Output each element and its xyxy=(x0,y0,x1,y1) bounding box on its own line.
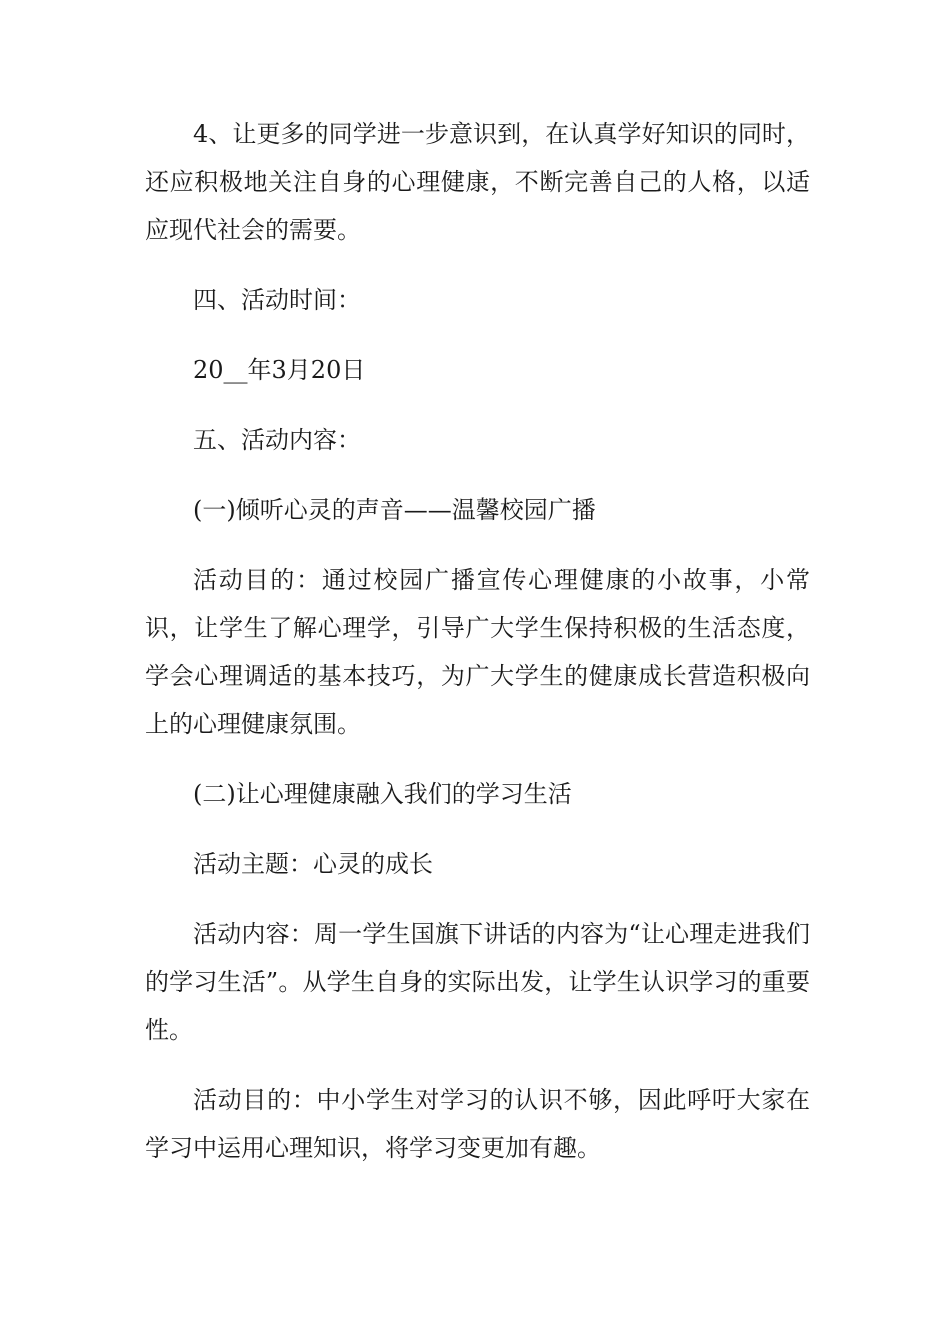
document-body xyxy=(145,110,810,1194)
subheading-campus-broadcast: (一)倾听心灵的声音——温馨校园广播 xyxy=(193,496,596,524)
paragraph-goal-4: 4、让更多的同学进一步意识到，在认真学好知识的同时，还应积极地关注自身的心理健康，不断完善自己的人格，以适应现代社会的需要。 xyxy=(145,120,810,244)
paragraph-broadcast-purpose: 活动目的：通过校园广播宣传心理健康的小故事，小常识，让学生了解心理学，引导广大学生保持积极的生活态度，学会心理调适的基本技巧，为广大学生的健康成长营造积极向上的心理健康氛围。 xyxy=(145,566,810,738)
paragraph-activity-theme: 活动主题：心灵的成长 xyxy=(193,850,433,878)
heading-activity-time: 四、活动时间： xyxy=(193,286,361,314)
paragraph-activity-purpose: 活动目的：中小学生对学习的认识不够，因此呼吁大家在学习中运用心理知识，将学习变更加有趣。 xyxy=(145,1086,810,1162)
heading-activity-content: 五、活动内容： xyxy=(193,426,361,454)
paragraph-activity-content: 活动内容：周一学生国旗下讲话的内容为“让心理走进我们的学习生活”。从学生自身的实际出发，让学生认识学习的重要性。 xyxy=(145,920,810,1044)
activity-date: 20__年3月20日 xyxy=(193,356,366,384)
subheading-study-life: (二)让心理健康融入我们的学习生活 xyxy=(193,780,572,808)
